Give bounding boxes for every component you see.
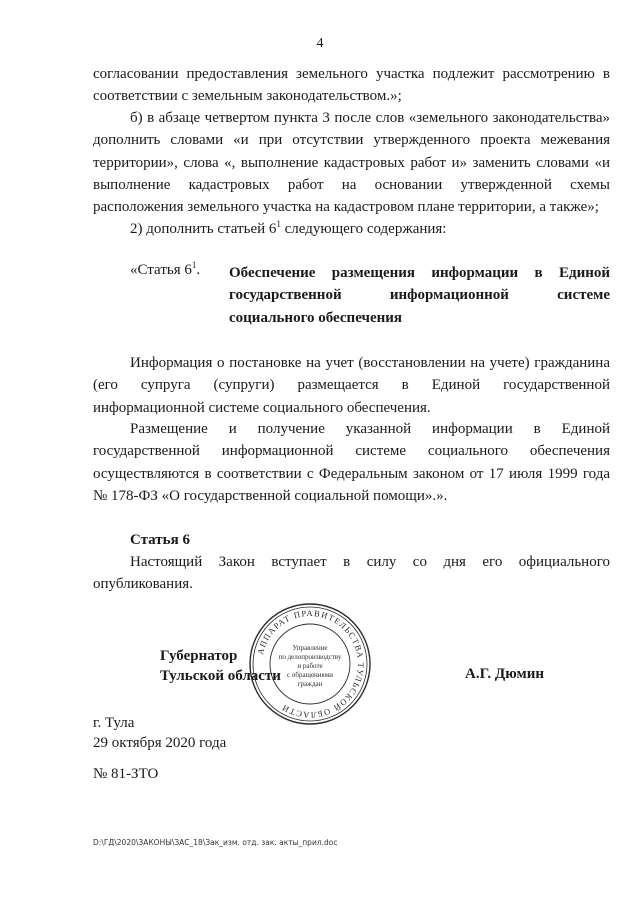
seal-line-1: Управление [292, 644, 328, 652]
law-number: № 81-ЗТО [93, 766, 159, 782]
paragraph-1-line1: согласовании предоставления земельного участка подлежит рассмотрению в [93, 66, 610, 82]
paragraph-1-line2: соответствии с земельным законодательством.»; [93, 88, 402, 105]
signature-position-line2: Тульской области [160, 668, 281, 684]
article-61-paragraph-2: Размещение и получение указанной информации в Единой государственной информационной системе социального обеспечения осуществляются в соответствии с Федеральным законом от 17 июля 1999 года № 178-ФЗ «О государственной социальной помощи».». [93, 421, 610, 504]
place-date [93, 713, 226, 753]
article-61-title-last: социального обеспечения [229, 309, 402, 326]
page-number: 4 [316, 36, 324, 51]
date: 29 октября 2020 года [93, 735, 227, 751]
seal-line-2: по делопроизводству [278, 653, 342, 661]
paragraph-3-text-end: следующего содержания: [280, 221, 447, 237]
article-61-label-text: «Статья 6 [130, 262, 192, 278]
signature-name: А.Г. Дюмин [465, 666, 545, 682]
article-61-title-main: Обеспечение размещения информации в Единой государственной информационной системе [229, 265, 610, 304]
paragraph-3-text: 2) дополнить статьей 6 [130, 221, 277, 237]
seal-ring-text: АППАРАТ ПРАВИТЕЛЬСТВА ТУЛЬСКОЙ ОБЛАСТИ [254, 607, 367, 721]
article-6-title: Статья 6 [130, 532, 190, 548]
seal-line-3: и работе [297, 662, 323, 670]
article-61-paragraph-1: Информация о постановке на учет (восстановлении на учете) гражданина (его супруга (супруги) размещается в Единой государственной информационной системе социального обеспечения. [93, 355, 610, 416]
seal-line-5: граждан [297, 680, 323, 688]
article-61-label-dot: . [196, 262, 201, 278]
paragraph-3 [93, 218, 610, 240]
article-6-text: Настоящий Закон вступает в силу со дня его официального опубликования. [93, 554, 610, 593]
seal-line-4: с обращениями [287, 671, 333, 679]
file-path: D:\ГД\2020\ЗАКОНЫ\ЗАС_18\Зак_изм. отд. зак. акты_прил.doc [93, 838, 338, 847]
article-61-label [130, 262, 200, 279]
paragraph-1 [93, 63, 610, 108]
superscript: 1 [191, 260, 197, 270]
signature-position [160, 646, 281, 686]
signature-position-line1: Губернатор [160, 648, 238, 664]
paragraph-2: б) в абзаце четвертом пункта 3 после слов «земельного законодательства» дополнить словами «и при отсутствии утвержденного проекта межевания территории», слова «, выполнение кадастровых работ и» заменить словами «и выполнение кадастровых работ на основании утвержденной схемы расположения земельного участка на кадастровом плане территории, а также»; [93, 110, 610, 216]
article-61-title [229, 262, 610, 329]
place: г. Тула [93, 715, 135, 731]
superscript: 1 [276, 219, 281, 229]
